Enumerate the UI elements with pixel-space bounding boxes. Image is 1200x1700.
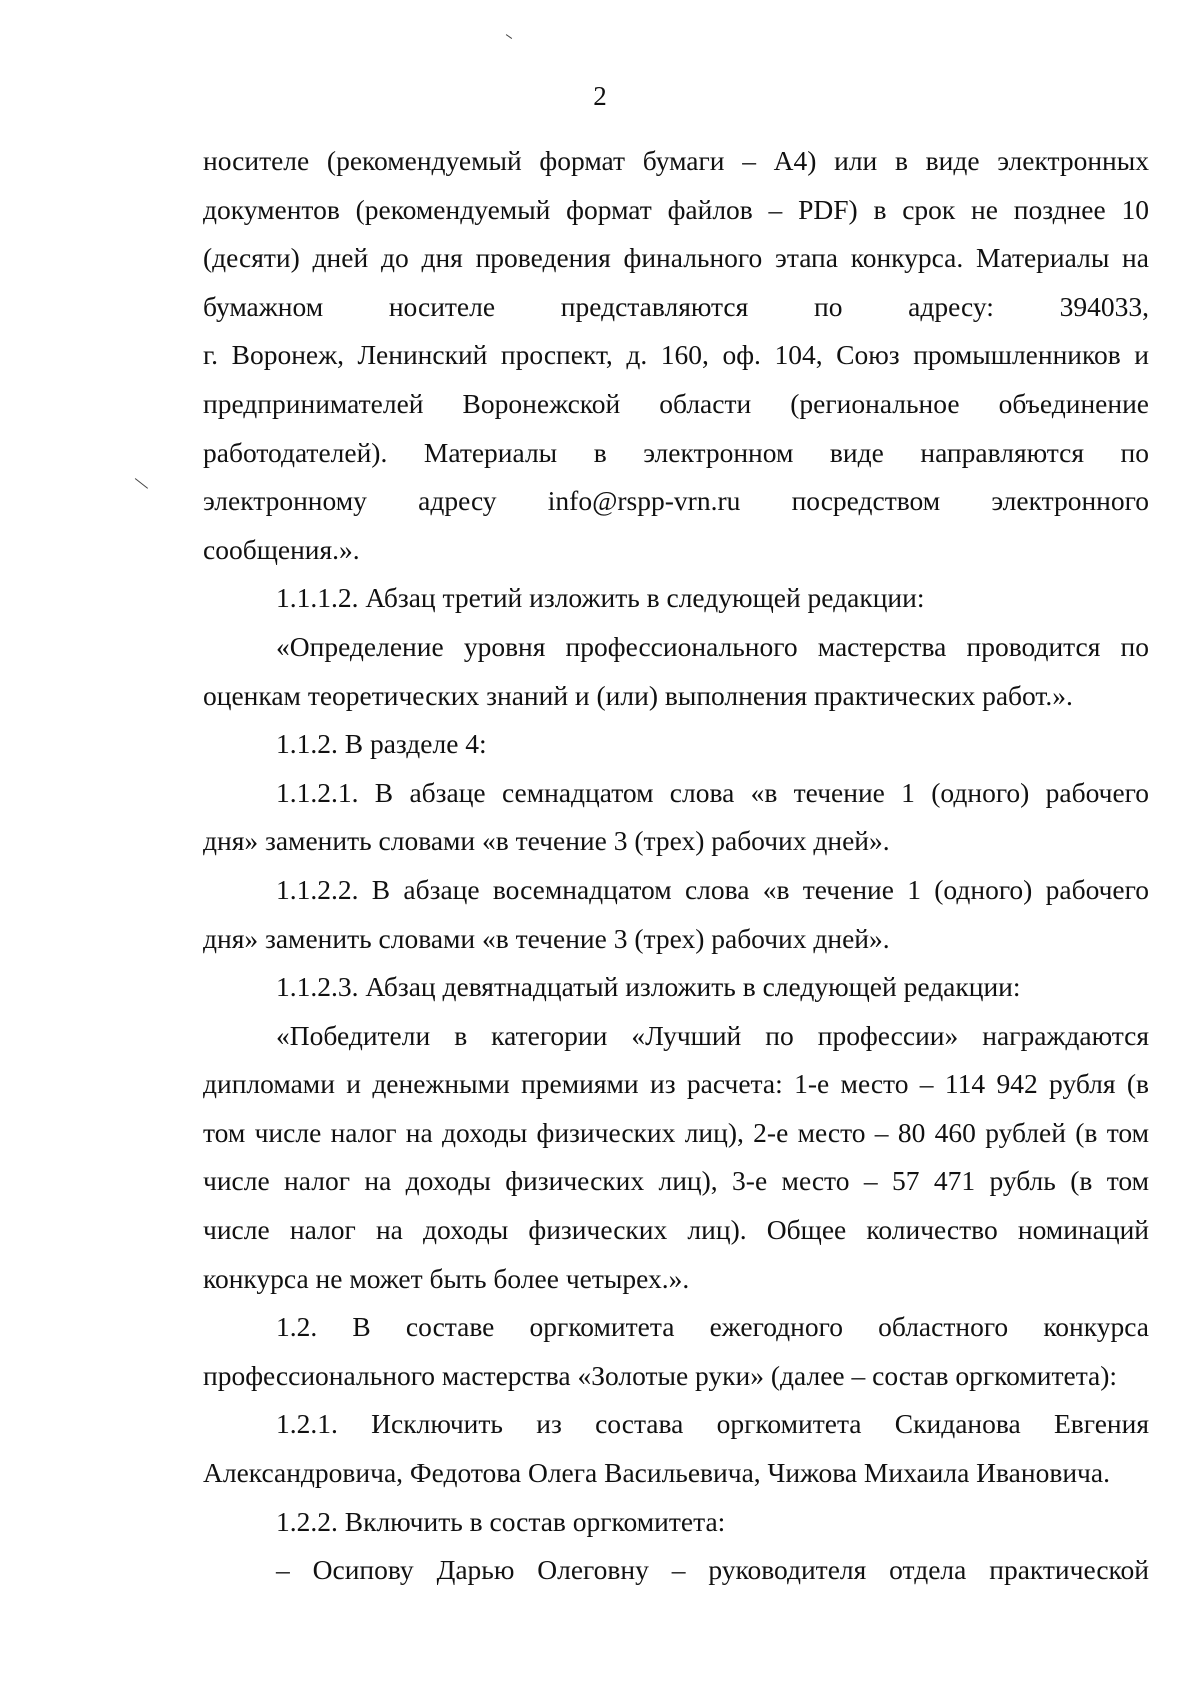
text-line: г. Воронеж, Ленинский проспект, д. 160, оф. 104, Союз промышленников и [203,339,1149,371]
paragraph [203,866,1149,963]
text-line: конкурса не может быть более четырех.». [203,1262,690,1294]
text-line: электронному адресу info@rspp-vrn.ru посредством электронного [203,485,1149,517]
text-line: 1.1.2.1. В абзаце семнадцатом слова «в течение 1 (одного) рабочего [276,776,1149,808]
paragraph [203,137,1149,574]
scan-mark-top [506,34,513,39]
text-line: 1.1.2.2. В абзаце восемнадцатом слова «в течение 1 (одного) рабочего [276,873,1149,905]
text-line: дня» заменить словами «в течение 3 (трех) рабочих дней». [203,825,890,857]
text-line: «Победители в категории «Лучший по профессии» награждаются [276,1019,1149,1051]
text-line: Александровича, Федотова Олега Васильевича, Чижова Михаила Ивановича. [203,1457,1110,1489]
page-number: 2 [593,81,607,111]
text-line: дня» заменить словами «в течение 3 (трех) рабочих дней». [203,922,890,954]
paragraph [203,1498,1149,1547]
text-line: 1.2.1. Исключить из состава оргкомитета Скиданова Евгения [276,1408,1149,1440]
paragraph [203,963,1149,1012]
document-body [203,137,1149,1595]
text-line: 1.1.1.2. Абзац третий изложить в следующей редакции: [276,582,925,614]
text-line: 1.2. В составе оргкомитета ежегодного областного конкурса [276,1311,1149,1343]
text-line: дипломами и денежными премиями из расчета: 1-е место – 114 942 рубля (в [203,1068,1149,1100]
paragraph [203,769,1149,866]
text-line: 1.1.2.3. Абзац девятнадцатый изложить в следующей редакции: [276,971,1021,1003]
text-line: числе налог на доходы физических лиц). Общее количество номинаций [203,1214,1149,1246]
text-line: работодателей). Материалы в электронном виде направляются по [203,436,1149,468]
text-line: профессионального мастерства «Золотые руки» (далее – состав оргкомитета): [203,1359,1118,1391]
text-line: носителе (рекомендуемый формат бумаги – А4) или в виде электронных [203,145,1149,176]
text-line: (десяти) дней до дня проведения финального этапа конкурса. Материалы на [203,242,1149,274]
scan-mark-left [135,478,148,489]
text-line: – Осипову Дарью Олеговну – руководителя отдела практической [276,1554,1149,1586]
paragraph [203,720,1149,769]
paragraph [203,1400,1149,1497]
text-line: числе налог на доходы физических лиц), 3-е место – 57 471 рубль (в том [203,1165,1149,1197]
text-line: бумажном носителе представляются по адресу: 394033, [203,290,1149,322]
text-line: оценкам теоретических знаний и (или) выполнения практических работ.». [203,679,1073,711]
text-line: документов (рекомендуемый формат файлов – PDF) в срок не позднее 10 [203,193,1149,225]
paragraph [203,623,1149,720]
paragraph [203,1546,1149,1595]
text-line: предпринимателей Воронежской области (региональное объединение [203,387,1149,419]
paragraph [203,1303,1149,1400]
text-line: 1.2.2. Включить в состав оргкомитета: [276,1505,726,1537]
text-line: том числе налог на доходы физических лиц), 2-е место – 80 460 рублей (в том [203,1116,1149,1148]
paragraph [203,1012,1149,1304]
text-line: «Определение уровня профессионального мастерства проводится по [276,630,1149,662]
text-line: 1.1.2. В разделе 4: [276,728,487,760]
text-line: сообщения.». [203,533,360,565]
paragraph [203,574,1149,623]
